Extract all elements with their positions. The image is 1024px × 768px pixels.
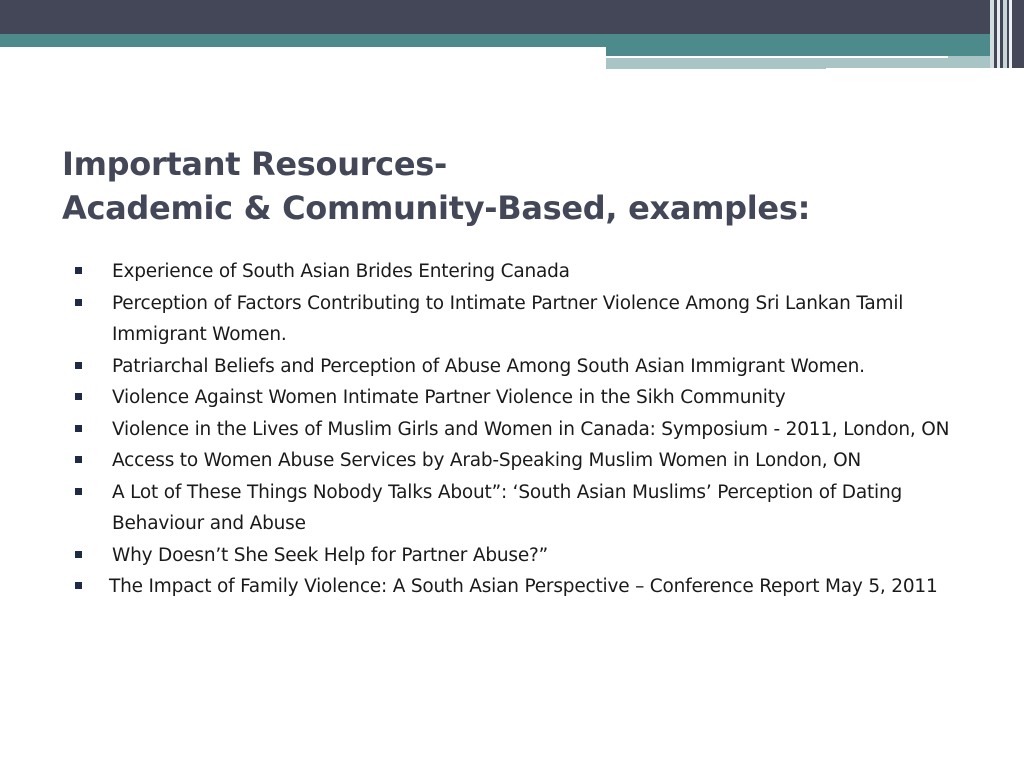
slide-title [62,142,962,230]
square-bullet-icon [75,582,82,589]
list-item [74,382,974,414]
list-item [74,540,974,572]
square-bullet-icon [75,299,82,306]
list-item-text: Why Doesn’t She Seek Help for Partner Abuse?” [112,544,549,566]
list-item [74,445,974,477]
header-light-line [606,66,826,69]
list-item-text: The Impact of Family Violence: A South Asian Perspective – Conference Report May 5, 2011 [109,576,938,597]
header-white-line [606,56,948,58]
square-bullet-icon [75,393,82,400]
header-teal-bar-right [606,44,1024,56]
slide-title-line-1: Important Resources- [62,145,447,183]
list-item-text: Experience of South Asian Brides Entering Canada [112,261,570,282]
list-item-text: Violence in the Lives of Muslim Girls and Women in Canada: Symposium - 2011, London, ON [112,418,950,440]
list-item [74,256,974,288]
header-dark-bar [0,0,1024,34]
square-bullet-icon [75,425,82,432]
resource-list [74,256,974,603]
square-bullet-icon [75,267,82,274]
square-bullet-icon [75,456,82,463]
list-item [74,414,974,446]
list-item [74,477,974,540]
list-item-text: Violence Against Women Intimate Partner Violence in the Sikh Community [112,387,786,408]
square-bullet-icon [75,488,82,495]
list-item-text: Patriarchal Beliefs and Perception of Abuse Among South Asian Immigrant Women. [112,355,865,377]
square-bullet-icon [75,362,82,369]
list-item [74,351,974,383]
list-item-text: A Lot of These Things Nobody Talks About”: ‘South Asian Muslims’ Perception of Dating Behaviour and Abuse [112,481,903,534]
list-item-text: Access to Women Abuse Services by Arab-Speaking Muslim Women in London, ON [112,450,862,471]
square-bullet-icon [75,551,82,558]
list-item-text: Perception of Factors Contributing to Intimate Partner Violence Among Sri Lankan Tamil Immigrant Women. [112,292,904,345]
list-item [74,571,974,603]
slide-title-line-2: Academic & Community-Based, examples: [62,189,811,227]
list-item [74,288,974,351]
header-vertical-stripes [990,0,1024,68]
